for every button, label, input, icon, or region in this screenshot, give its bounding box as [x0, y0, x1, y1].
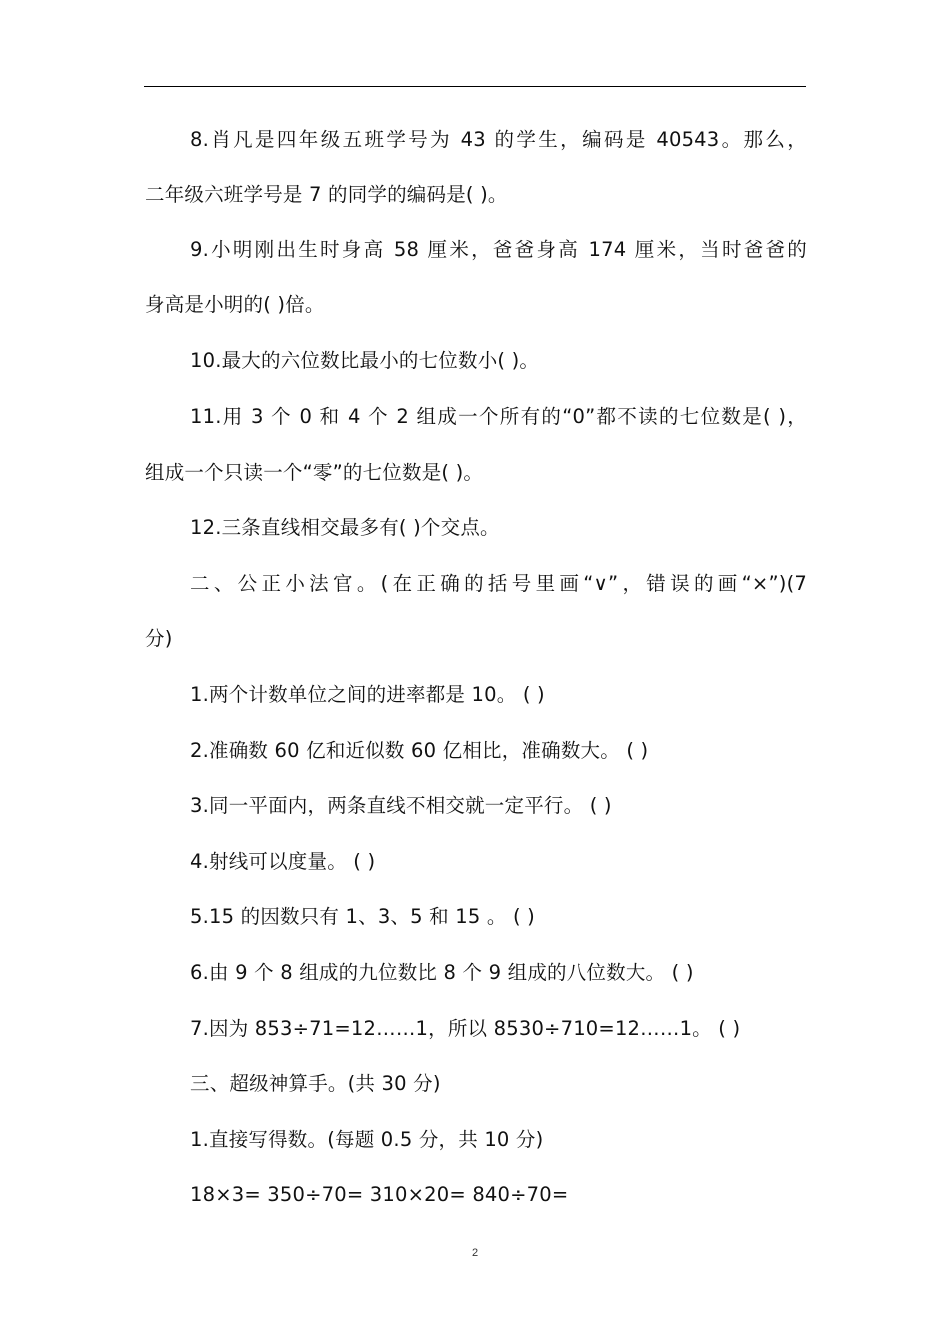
question-11-line-2: 组成一个只读一个“零”的七位数是( )。: [145, 461, 484, 484]
judgment-3: 3.同一平面内，两条直线不相交就一定平行。 ( ): [190, 794, 612, 817]
section-2-heading-line-1: 二、公正小法官。(在正确的括号里画“∨”，错误的画“×”)(7: [190, 572, 807, 595]
calculation-instruction: 1.直接写得数。(每题 0.5 分，共 10 分): [190, 1128, 544, 1151]
judgment-1: 1.两个计数单位之间的进率都是 10。 ( ): [190, 683, 545, 706]
question-10: 10.最大的六位数比最小的七位数小( )。: [190, 349, 540, 372]
section-3-heading: 三、超级神算手。(共 30 分): [190, 1072, 441, 1095]
judgment-4: 4.射线可以度量。 ( ): [190, 850, 376, 873]
page-number: 2: [471, 1247, 479, 1259]
judgment-7: 7.因为 853÷71=12……1，所以 8530÷710=12……1。 ( ): [190, 1017, 741, 1040]
judgment-6: 6.由 9 个 8 组成的九位数比 8 个 9 组成的八位数大。 ( ): [190, 961, 694, 984]
question-11-line-1: 11.用 3 个 0 和 4 个 2 组成一个所有的“0”都不读的七位数是( )，: [190, 405, 807, 428]
question-8-line-2: 二年级六班学号是 7 的同学的编码是( )。: [145, 183, 508, 206]
question-12: 12.三条直线相交最多有( )个交点。: [190, 516, 500, 539]
header-rule: [144, 86, 806, 87]
section-2-heading-line-2: 分): [145, 627, 173, 650]
calculation-row-1: 18×3= 350÷70= 310×20= 840÷70=: [190, 1183, 569, 1206]
question-9-line-1: 9.小明刚出生时身高 58 厘米，爸爸身高 174 厘米，当时爸爸的: [190, 238, 807, 261]
judgment-2: 2.准确数 60 亿和近似数 60 亿相比，准确数大。 ( ): [190, 739, 649, 762]
question-8-line-1: 8.肖凡是四年级五班学号为 43 的学生，编码是 40543。那么，: [190, 128, 807, 151]
question-9-line-2: 身高是小明的( )倍。: [145, 293, 325, 316]
judgment-5: 5.15 的因数只有 1、3、5 和 15 。 ( ): [190, 905, 535, 928]
